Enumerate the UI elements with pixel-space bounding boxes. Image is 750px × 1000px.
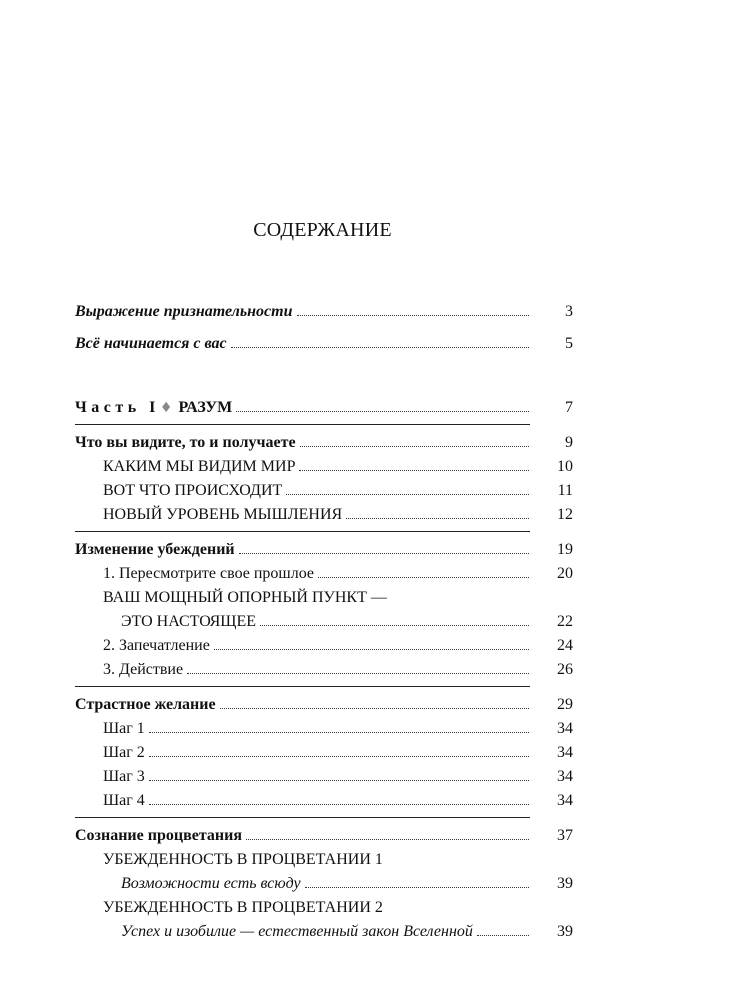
dot-leader xyxy=(149,780,529,781)
toc-entry-title: 1. Пересмотрите свое прошлое xyxy=(103,565,315,582)
dot-leader xyxy=(149,756,529,757)
divider xyxy=(75,686,530,687)
toc-chapter[interactable] xyxy=(75,538,573,562)
dot-leader xyxy=(149,732,529,733)
toc-subentry[interactable] xyxy=(75,503,573,527)
dot-leader xyxy=(318,577,529,578)
diamond-icon: ♦ xyxy=(159,400,173,416)
dot-leader xyxy=(187,673,529,674)
toc-subentry[interactable] xyxy=(75,562,573,586)
toc-page-number: 5 xyxy=(565,335,573,352)
toc-page-number: 24 xyxy=(557,637,573,654)
toc-chapter[interactable] xyxy=(75,693,573,717)
toc-subentry[interactable] xyxy=(75,610,573,634)
toc-page-number: 34 xyxy=(557,768,573,785)
toc-page-number: 34 xyxy=(557,744,573,761)
toc-page-number: 12 xyxy=(557,506,573,523)
toc-page-number: 19 xyxy=(557,541,573,558)
dot-leader xyxy=(297,315,530,316)
toc-subentry-line: ВАШ МОЩНЫЙ ОПОРНЫЙ ПУНКТ — xyxy=(103,589,387,606)
toc-entry-title: 2. Запечатление xyxy=(103,637,210,654)
toc-subentry[interactable] xyxy=(75,741,573,765)
toc-subentry[interactable] xyxy=(75,920,573,944)
toc-subheading: УБЕЖДЕННОСТЬ В ПРОЦВЕТАНИИ 2 xyxy=(103,899,383,916)
toc-page-number: 37 xyxy=(557,827,573,844)
toc-page-number: 34 xyxy=(557,720,573,737)
toc-part-heading[interactable] xyxy=(75,396,573,420)
toc-entry-title: Что вы видите, то и получаете xyxy=(75,434,296,451)
toc-entry-title: 3. Действие xyxy=(103,661,184,678)
dot-leader xyxy=(149,804,529,805)
dot-leader xyxy=(299,470,529,471)
toc-entry-intro[interactable] xyxy=(75,332,573,356)
toc-entry-title: Шаг 1 xyxy=(103,720,145,737)
dot-leader xyxy=(239,553,529,554)
toc-chapter[interactable] xyxy=(75,824,573,848)
toc-subheading: УБЕЖДЕННОСТЬ В ПРОЦВЕТАНИИ 1 xyxy=(103,851,383,868)
dot-leader xyxy=(477,935,529,936)
toc-page-number: 20 xyxy=(557,565,573,582)
toc-subentry[interactable] xyxy=(75,717,573,741)
dot-leader xyxy=(300,446,529,447)
dot-leader xyxy=(260,625,529,626)
toc-entry-title: Выражение признательности xyxy=(75,303,293,320)
toc-chapter[interactable] xyxy=(75,431,573,455)
divider xyxy=(75,817,530,818)
toc-page-number: 7 xyxy=(565,399,573,416)
toc-entry-title: Шаг 2 xyxy=(103,744,145,761)
toc-page-number: 34 xyxy=(557,792,573,809)
toc-subentry[interactable] xyxy=(75,765,573,789)
dot-leader xyxy=(286,494,529,495)
toc-entry-title: Шаг 3 xyxy=(103,768,145,785)
toc-page-number: 10 xyxy=(557,458,573,475)
toc-subentry[interactable] xyxy=(75,872,573,896)
toc-subentry[interactable] xyxy=(75,789,573,813)
toc-page-number: 29 xyxy=(557,696,573,713)
toc-subentry[interactable] xyxy=(75,658,573,682)
toc-page-number: 3 xyxy=(565,303,573,320)
dot-leader xyxy=(305,887,529,888)
divider xyxy=(75,424,530,425)
part-name: РАЗУМ xyxy=(178,399,233,416)
dot-leader xyxy=(236,411,529,412)
toc-entry-title: ВОТ ЧТО ПРОИСХОДИТ xyxy=(103,482,283,499)
toc-entry-title: Изменение убеждений xyxy=(75,541,235,558)
toc-entry-title: Успех и изобилие — естественный закон Вселенной xyxy=(121,923,473,940)
toc-entry-title: Возможности есть всюду xyxy=(121,875,301,892)
toc-page-number: 9 xyxy=(565,434,573,451)
toc-entry-acknowledgements[interactable] xyxy=(75,300,573,324)
divider xyxy=(75,531,530,532)
toc-entry-title: Шаг 4 xyxy=(103,792,145,809)
toc-entry-title: Страстное желание xyxy=(75,696,216,713)
toc-entry-title: Сознание процветания xyxy=(75,827,242,844)
toc-page-number: 39 xyxy=(557,875,573,892)
toc-subentry[interactable] xyxy=(75,455,573,479)
dot-leader xyxy=(214,649,529,650)
toc-entry-title: КАКИМ МЫ ВИДИМ МИР xyxy=(103,458,296,475)
dot-leader xyxy=(231,347,529,348)
part-label: Часть I xyxy=(75,399,160,416)
toc-page-number: 11 xyxy=(557,482,573,499)
dot-leader xyxy=(220,708,529,709)
toc-subentry[interactable] xyxy=(75,479,573,503)
toc-page-number: 22 xyxy=(557,613,573,630)
toc-page-number: 26 xyxy=(557,661,573,678)
dot-leader xyxy=(346,518,529,519)
toc-entry-title: ЭТО НАСТОЯЩЕЕ xyxy=(121,613,256,630)
toc-page-number: 39 xyxy=(557,923,573,940)
table-of-contents xyxy=(75,300,573,944)
toc-subentry[interactable] xyxy=(75,634,573,658)
dot-leader xyxy=(246,839,529,840)
toc-entry-title: Всё начинается с вас xyxy=(75,335,227,352)
toc-entry-title: НОВЫЙ УРОВЕНЬ МЫШЛЕНИЯ xyxy=(103,506,343,523)
page-title: СОДЕРЖАНИЕ xyxy=(253,219,392,241)
